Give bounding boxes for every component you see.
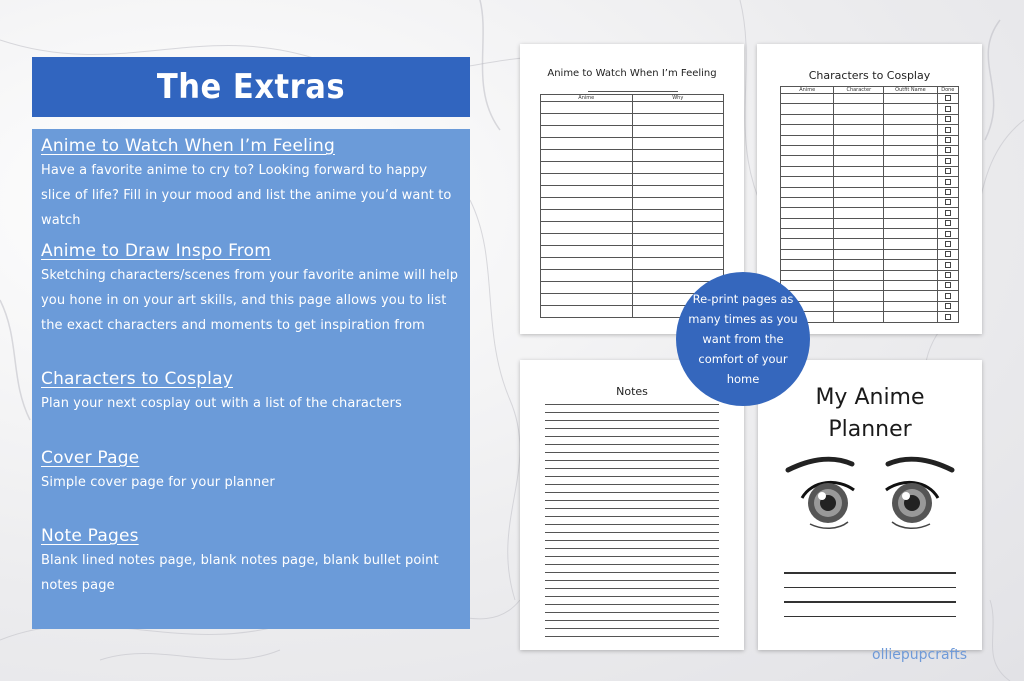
table-row — [541, 162, 724, 174]
table-cell — [937, 156, 958, 166]
table-cell — [937, 197, 958, 207]
table-row — [541, 150, 724, 162]
table-cell — [884, 156, 937, 166]
table-cell — [541, 126, 633, 138]
checkbox-icon — [945, 95, 951, 101]
table-cell — [781, 249, 834, 259]
table-cell — [937, 104, 958, 114]
table-cell — [781, 208, 834, 218]
section-title: Note Pages — [41, 526, 139, 546]
note-line — [545, 556, 719, 557]
table-cell — [834, 301, 884, 311]
table-row — [541, 246, 724, 258]
note-line — [545, 572, 719, 573]
table-row — [541, 114, 724, 126]
table-cell — [781, 166, 834, 176]
checkbox-icon — [945, 241, 951, 247]
note-line — [545, 412, 719, 413]
notes-lines — [545, 404, 719, 644]
table-cell — [632, 102, 724, 114]
note-line — [545, 508, 719, 509]
note-line — [545, 612, 719, 613]
table-cell — [834, 270, 884, 280]
table-cell — [834, 291, 884, 301]
note-line — [545, 492, 719, 493]
table-cell — [937, 94, 958, 104]
column-header: Outfit Name — [884, 87, 937, 94]
table-cell — [834, 197, 884, 207]
badge-text: Re-print pages as many times as you want from the comfort of your home — [688, 292, 798, 386]
table-cell — [937, 125, 958, 135]
note-line — [545, 436, 719, 437]
note-line — [545, 620, 719, 621]
table-row — [781, 218, 959, 228]
section-title: Cover Page — [41, 448, 140, 468]
table-cell — [781, 177, 834, 187]
page-title: Characters to Cosplay — [808, 69, 931, 82]
table-cell — [781, 197, 834, 207]
page-preview-notes — [520, 360, 744, 650]
checkbox-icon — [945, 272, 951, 278]
table-cell — [937, 177, 958, 187]
section-anime-to-draw — [41, 239, 461, 338]
table-cell — [632, 246, 724, 258]
checkbox-icon — [945, 314, 951, 320]
table-cell — [781, 218, 834, 228]
table-cell — [632, 258, 724, 270]
checkbox-icon — [945, 282, 951, 288]
watermark: olliepupcrafts — [872, 647, 967, 663]
table-cell — [937, 218, 958, 228]
table-cell — [834, 239, 884, 249]
table-row — [541, 102, 724, 114]
note-line — [545, 468, 719, 469]
table-row — [781, 281, 959, 291]
table-cell — [541, 306, 633, 318]
table-cell — [834, 260, 884, 270]
table-cell — [884, 239, 937, 249]
cover-line — [784, 601, 956, 603]
table-cell — [884, 94, 937, 104]
table-cell — [884, 249, 937, 259]
checkbox-icon — [945, 231, 951, 237]
table-cell — [541, 282, 633, 294]
table-cell — [541, 222, 633, 234]
table-row — [781, 166, 959, 176]
extras-title-bar — [32, 57, 470, 117]
column-header: Anime — [541, 95, 633, 102]
table-cell — [781, 239, 834, 249]
table-row — [781, 94, 959, 104]
table-row — [781, 114, 959, 124]
table-row — [781, 260, 959, 270]
table-row — [781, 249, 959, 259]
checkbox-icon — [945, 158, 951, 164]
section-note-pages — [41, 524, 461, 598]
table-row — [541, 126, 724, 138]
section-title: Anime to Watch When I’m Feeling — [41, 136, 335, 156]
checkbox-icon — [945, 189, 951, 195]
table-cell — [937, 229, 958, 239]
table-cell — [781, 260, 834, 270]
table-cell — [541, 174, 633, 186]
table-row — [781, 125, 959, 135]
table-row — [541, 186, 724, 198]
column-header: Done — [937, 87, 958, 94]
table-cell — [541, 162, 633, 174]
note-line — [545, 580, 719, 581]
table-cell — [937, 239, 958, 249]
checkbox-icon — [945, 179, 951, 185]
table-row — [541, 210, 724, 222]
note-line — [545, 532, 719, 533]
note-line — [545, 548, 719, 549]
note-line — [545, 524, 719, 525]
table-cell — [541, 234, 633, 246]
title-underline — [588, 91, 678, 92]
table-cell — [781, 229, 834, 239]
table-cell — [632, 162, 724, 174]
page-title: Notes — [616, 385, 648, 398]
table-cell — [937, 281, 958, 291]
table-cell — [937, 187, 958, 197]
table-cell — [884, 208, 937, 218]
table-row — [541, 270, 724, 282]
table-cell — [781, 125, 834, 135]
note-line — [545, 540, 719, 541]
table-cell — [884, 125, 937, 135]
table-cell — [834, 125, 884, 135]
table-cell — [781, 187, 834, 197]
table-cell — [632, 198, 724, 210]
table-row — [541, 174, 724, 186]
table-row — [541, 258, 724, 270]
table-row — [541, 234, 724, 246]
table-row — [781, 291, 959, 301]
table-cell — [884, 114, 937, 124]
table-cell — [834, 249, 884, 259]
checkbox-icon — [945, 210, 951, 216]
note-line — [545, 596, 719, 597]
note-line — [545, 484, 719, 485]
table-cell — [937, 260, 958, 270]
table-cell — [884, 291, 937, 301]
cover-line — [784, 616, 956, 618]
table-row — [781, 229, 959, 239]
table-row — [781, 187, 959, 197]
page-preview-cover — [758, 360, 982, 650]
table-cell — [834, 94, 884, 104]
table-cell — [884, 145, 937, 155]
table-cell — [781, 270, 834, 280]
table-cell — [884, 218, 937, 228]
table-row — [781, 145, 959, 155]
table-cell — [834, 229, 884, 239]
table-cell — [632, 126, 724, 138]
anime-eyes-illustration — [782, 456, 958, 536]
checkbox-icon — [945, 199, 951, 205]
table-cell — [884, 312, 937, 322]
table-cell — [937, 291, 958, 301]
checkbox-icon — [945, 251, 951, 257]
watch-table — [540, 94, 724, 318]
note-line — [545, 628, 719, 629]
table-cell — [541, 102, 633, 114]
table-cell — [541, 270, 633, 282]
table-cell — [632, 114, 724, 126]
extras-title: The Extras — [156, 67, 346, 107]
table-cell — [834, 177, 884, 187]
table-cell — [884, 281, 937, 291]
table-row — [781, 156, 959, 166]
section-body: Have a favorite anime to cry to? Looking forward to happy slice of life? Fill in your mood and list the anime you’d want to watch — [41, 163, 452, 228]
table-cell — [541, 246, 633, 258]
table-row — [541, 198, 724, 210]
table-cell — [834, 166, 884, 176]
table-cell — [937, 301, 958, 311]
note-line — [545, 516, 719, 517]
table-cell — [632, 174, 724, 186]
table-cell — [781, 156, 834, 166]
note-line — [545, 476, 719, 477]
note-line — [545, 428, 719, 429]
table-cell — [937, 249, 958, 259]
table-cell — [632, 150, 724, 162]
table-cell — [632, 210, 724, 222]
column-header: Character — [834, 87, 884, 94]
table-cell — [884, 135, 937, 145]
section-title: Anime to Draw Inspo From — [41, 241, 271, 261]
note-line — [545, 604, 719, 605]
checkbox-icon — [945, 303, 951, 309]
table-cell — [781, 94, 834, 104]
table-cell — [541, 138, 633, 150]
checkbox-icon — [945, 168, 951, 174]
table-cell — [834, 187, 884, 197]
column-header: Why — [632, 95, 724, 102]
table-cell — [834, 208, 884, 218]
table-cell — [884, 166, 937, 176]
checkbox-icon — [945, 147, 951, 153]
note-line — [545, 588, 719, 589]
extras-description-panel — [32, 129, 470, 629]
note-line — [545, 404, 719, 405]
table-cell — [937, 135, 958, 145]
table-cell — [884, 104, 937, 114]
table-row — [781, 135, 959, 145]
table-cell — [541, 210, 633, 222]
note-line — [545, 636, 719, 637]
table-cell — [884, 270, 937, 280]
table-cell — [781, 145, 834, 155]
table-cell — [884, 177, 937, 187]
table-row — [781, 270, 959, 280]
checkbox-icon — [945, 106, 951, 112]
table-cell — [884, 187, 937, 197]
note-line — [545, 500, 719, 501]
table-cell — [884, 229, 937, 239]
section-body: Plan your next cosplay out with a list of the characters — [41, 396, 402, 411]
cover-line — [784, 587, 956, 589]
table-cell — [884, 260, 937, 270]
table-cell — [834, 281, 884, 291]
table-cell — [937, 145, 958, 155]
table-row — [781, 208, 959, 218]
table-cell — [781, 135, 834, 145]
table-cell — [541, 114, 633, 126]
cover-name-lines — [784, 572, 956, 630]
table-cell — [541, 258, 633, 270]
note-line — [545, 460, 719, 461]
page-title: Anime to Watch When I’m Feeling — [547, 68, 717, 79]
table-cell — [834, 135, 884, 145]
table-row — [781, 177, 959, 187]
table-cell — [632, 138, 724, 150]
table-cell — [834, 312, 884, 322]
table-cell — [834, 145, 884, 155]
table-cell — [834, 114, 884, 124]
cover-line — [784, 572, 956, 574]
section-body: Simple cover page for your planner — [41, 475, 275, 490]
table-row — [781, 197, 959, 207]
note-line — [545, 452, 719, 453]
checkbox-icon — [945, 116, 951, 122]
note-line — [545, 420, 719, 421]
table-cell — [781, 114, 834, 124]
table-cell — [937, 114, 958, 124]
section-title: Characters to Cosplay — [41, 369, 233, 389]
table-row — [541, 138, 724, 150]
note-line — [545, 564, 719, 565]
checkbox-icon — [945, 220, 951, 226]
table-cell — [541, 198, 633, 210]
table-row — [781, 104, 959, 114]
table-cell — [884, 197, 937, 207]
table-row — [541, 222, 724, 234]
cover-title: My Anime Planner — [815, 385, 925, 442]
table-cell — [937, 270, 958, 280]
checkbox-icon — [945, 127, 951, 133]
column-header: Anime — [781, 87, 834, 94]
table-cell — [834, 104, 884, 114]
checkbox-icon — [945, 262, 951, 268]
table-cell — [632, 222, 724, 234]
table-cell — [632, 186, 724, 198]
table-cell — [937, 312, 958, 322]
checkbox-icon — [945, 293, 951, 299]
table-cell — [541, 294, 633, 306]
section-cover-page — [41, 446, 461, 495]
section-characters-to-cosplay — [41, 367, 461, 416]
section-body: Blank lined notes page, blank notes page, blank bullet point notes page — [41, 553, 439, 593]
checkbox-icon — [945, 137, 951, 143]
table-cell — [937, 208, 958, 218]
table-cell — [541, 150, 633, 162]
table-cell — [937, 166, 958, 176]
section-anime-to-watch — [41, 134, 461, 233]
reprint-badge — [676, 272, 810, 406]
section-body: Sketching characters/scenes from your favorite anime will help you hone in on your art skills, and this page allows you to list the exact characters and moments to get inspiration from — [41, 268, 459, 333]
table-cell — [834, 156, 884, 166]
table-cell — [834, 218, 884, 228]
table-cell — [632, 234, 724, 246]
table-cell — [541, 186, 633, 198]
table-row — [781, 239, 959, 249]
table-cell — [884, 301, 937, 311]
table-cell — [781, 104, 834, 114]
note-line — [545, 444, 719, 445]
cosplay-table — [780, 86, 959, 323]
table-row — [781, 301, 959, 311]
